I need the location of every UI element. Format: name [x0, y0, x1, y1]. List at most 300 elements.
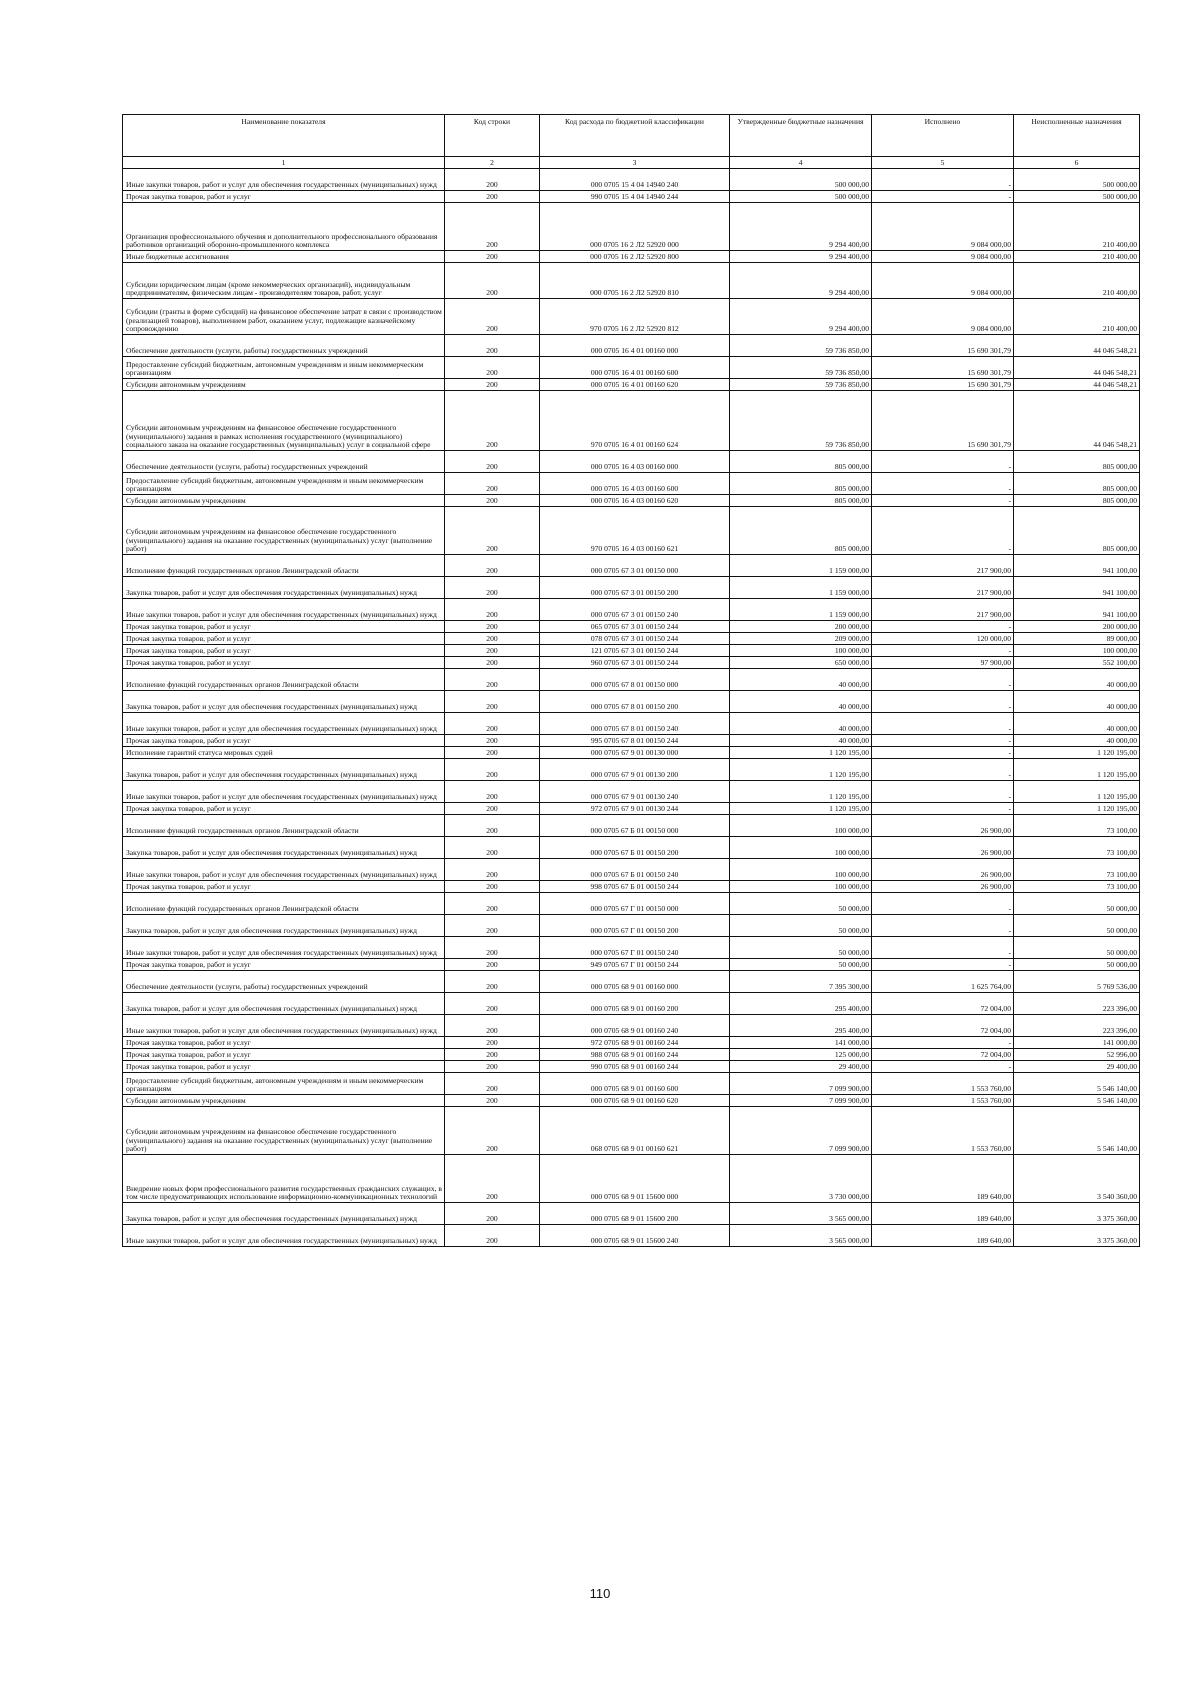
row-line-code: 200 [445, 577, 540, 599]
header-name: Наименование показателя [123, 115, 445, 157]
row-line-code: 200 [445, 747, 540, 759]
row-name: Иные закупки товаров, работ и услуг для обеспечения государственных (муниципальных) нужд [123, 1225, 445, 1247]
row-executed-amount: - [872, 645, 1014, 657]
table-row [123, 621, 1140, 633]
row-line-code: 200 [445, 759, 540, 781]
row-budget-code: 000 0705 16 4 01 00160 000 [540, 335, 730, 357]
row-name: Исполнение функций государственных органов Ленинградской области [123, 555, 445, 577]
row-unexecuted-amount: 44 046 548,21 [1014, 335, 1140, 357]
table-row [123, 633, 1140, 645]
row-line-code: 200 [445, 1049, 540, 1061]
row-unexecuted-amount: 805 000,00 [1014, 507, 1140, 555]
row-unexecuted-amount: 500 000,00 [1014, 169, 1140, 191]
table-row [123, 507, 1140, 555]
row-approved-amount: 1 120 195,00 [730, 759, 872, 781]
row-approved-amount: 9 294 400,00 [730, 203, 872, 251]
row-budget-code: 000 0705 67 Б 01 00150 240 [540, 859, 730, 881]
row-name: Прочая закупка товаров, работ и услуг [123, 621, 445, 633]
row-name: Прочая закупка товаров, работ и услуг [123, 1037, 445, 1049]
row-unexecuted-amount: 50 000,00 [1014, 893, 1140, 915]
row-executed-amount: - [872, 495, 1014, 507]
row-line-code: 200 [445, 1095, 540, 1107]
row-approved-amount: 1 120 195,00 [730, 781, 872, 803]
row-budget-code: 972 0705 67 9 01 00130 244 [540, 803, 730, 815]
row-executed-amount: 1 553 760,00 [872, 1095, 1014, 1107]
column-number: 6 [1014, 157, 1140, 169]
row-budget-code: 000 0705 68 9 01 00160 620 [540, 1095, 730, 1107]
row-name: Обеспечение деятельности (услуги, работы) государственных учреждений [123, 335, 445, 357]
row-executed-amount: 189 640,00 [872, 1155, 1014, 1203]
row-line-code: 200 [445, 859, 540, 881]
row-unexecuted-amount: 73 100,00 [1014, 815, 1140, 837]
table-row [123, 473, 1140, 495]
row-unexecuted-amount: 805 000,00 [1014, 473, 1140, 495]
row-approved-amount: 7 395 300,00 [730, 971, 872, 993]
row-executed-amount: 1 625 764,00 [872, 971, 1014, 993]
row-approved-amount: 100 000,00 [730, 645, 872, 657]
row-budget-code: 000 0705 16 4 03 00160 000 [540, 451, 730, 473]
row-name: Субсидии автономным учреждениям [123, 495, 445, 507]
row-unexecuted-amount: 1 120 195,00 [1014, 803, 1140, 815]
table-row [123, 803, 1140, 815]
row-name: Обеспечение деятельности (услуги, работы) государственных учреждений [123, 971, 445, 993]
row-unexecuted-amount: 50 000,00 [1014, 937, 1140, 959]
row-budget-code: 068 0705 68 9 01 00160 621 [540, 1107, 730, 1155]
row-executed-amount: 9 084 000,00 [872, 263, 1014, 299]
row-executed-amount: - [872, 1037, 1014, 1049]
row-budget-code: 121 0705 67 3 01 00150 244 [540, 645, 730, 657]
row-executed-amount: - [872, 747, 1014, 759]
row-approved-amount: 7 099 900,00 [730, 1073, 872, 1095]
row-unexecuted-amount: 44 046 548,21 [1014, 379, 1140, 391]
table-row [123, 937, 1140, 959]
row-budget-code: 000 0705 16 4 03 00160 600 [540, 473, 730, 495]
table-row [123, 191, 1140, 203]
row-budget-code: 000 0705 68 9 01 00160 240 [540, 1015, 730, 1037]
table-row [123, 657, 1140, 669]
row-budget-code: 000 0705 68 9 01 15600 200 [540, 1203, 730, 1225]
row-approved-amount: 40 000,00 [730, 669, 872, 691]
row-executed-amount: - [872, 451, 1014, 473]
row-unexecuted-amount: 141 000,00 [1014, 1037, 1140, 1049]
table-row [123, 299, 1140, 335]
row-line-code: 200 [445, 1155, 540, 1203]
row-line-code: 200 [445, 507, 540, 555]
row-executed-amount: - [872, 915, 1014, 937]
row-budget-code: 000 0705 16 2 Л2 52920 000 [540, 203, 730, 251]
row-executed-amount: - [872, 169, 1014, 191]
row-approved-amount: 100 000,00 [730, 837, 872, 859]
row-line-code: 200 [445, 893, 540, 915]
row-name: Предоставление субсидий бюджетным, автономным учреждениям и иным некоммерческим организациям [123, 1073, 445, 1095]
row-name: Иные закупки товаров, работ и услуг для обеспечения государственных (муниципальных) нужд [123, 1015, 445, 1037]
row-approved-amount: 805 000,00 [730, 451, 872, 473]
row-name: Предоставление субсидий бюджетным, автономным учреждениям и иным некоммерческим организациям [123, 473, 445, 495]
table-row [123, 203, 1140, 251]
table-row [123, 555, 1140, 577]
row-executed-amount: - [872, 691, 1014, 713]
row-approved-amount: 100 000,00 [730, 881, 872, 893]
row-executed-amount: - [872, 621, 1014, 633]
column-number: 3 [540, 157, 730, 169]
row-budget-code: 000 0705 67 3 01 00150 200 [540, 577, 730, 599]
row-line-code: 200 [445, 251, 540, 263]
table-row [123, 1095, 1140, 1107]
row-executed-amount: 72 004,00 [872, 1015, 1014, 1037]
row-name: Прочая закупка товаров, работ и услуг [123, 959, 445, 971]
row-executed-amount: - [872, 759, 1014, 781]
row-line-code: 200 [445, 781, 540, 803]
row-budget-code: 970 0705 16 4 03 00160 621 [540, 507, 730, 555]
row-executed-amount: - [872, 803, 1014, 815]
row-unexecuted-amount: 210 400,00 [1014, 203, 1140, 251]
row-line-code: 200 [445, 379, 540, 391]
table-row [123, 1155, 1140, 1203]
row-budget-code: 970 0705 16 2 Л2 52920 812 [540, 299, 730, 335]
row-line-code: 200 [445, 669, 540, 691]
row-line-code: 200 [445, 495, 540, 507]
row-unexecuted-amount: 941 100,00 [1014, 577, 1140, 599]
row-approved-amount: 100 000,00 [730, 859, 872, 881]
table-row [123, 735, 1140, 747]
row-name: Иные закупки товаров, работ и услуг для обеспечения государственных (муниципальных) нужд [123, 713, 445, 735]
row-approved-amount: 209 000,00 [730, 633, 872, 645]
row-unexecuted-amount: 210 400,00 [1014, 299, 1140, 335]
row-budget-code: 000 0705 16 2 Л2 52920 810 [540, 263, 730, 299]
row-unexecuted-amount: 200 000,00 [1014, 621, 1140, 633]
row-budget-code: 000 0705 67 9 01 00130 200 [540, 759, 730, 781]
row-budget-code: 000 0705 67 Г 01 00150 240 [540, 937, 730, 959]
row-approved-amount: 3 565 000,00 [730, 1225, 872, 1247]
table-row [123, 1107, 1140, 1155]
row-approved-amount: 50 000,00 [730, 915, 872, 937]
table-row [123, 1061, 1140, 1073]
table-row [123, 251, 1140, 263]
row-executed-amount: 15 690 301,79 [872, 335, 1014, 357]
row-name: Прочая закупка товаров, работ и услуг [123, 1049, 445, 1061]
row-name: Иные закупки товаров, работ и услуг для обеспечения государственных (муниципальных) нужд [123, 781, 445, 803]
row-name: Иные закупки товаров, работ и услуг для обеспечения государственных (муниципальных) нужд [123, 937, 445, 959]
table-row [123, 391, 1140, 451]
row-executed-amount: 26 900,00 [872, 815, 1014, 837]
row-budget-code: 000 0705 68 9 01 00160 200 [540, 993, 730, 1015]
row-executed-amount: 9 084 000,00 [872, 203, 1014, 251]
row-line-code: 200 [445, 1107, 540, 1155]
row-name: Субсидии автономным учреждениям на финансовое обеспечение государственного (муниципального) задания на оказание государственных (муниципальных) услуг (выполнение работ) [123, 1107, 445, 1155]
row-unexecuted-amount: 29 400,00 [1014, 1061, 1140, 1073]
row-budget-code: 000 0705 16 4 01 00160 620 [540, 379, 730, 391]
row-approved-amount: 125 000,00 [730, 1049, 872, 1061]
table-row [123, 815, 1140, 837]
table-row [123, 451, 1140, 473]
row-executed-amount: 15 690 301,79 [872, 357, 1014, 379]
row-unexecuted-amount: 210 400,00 [1014, 251, 1140, 263]
row-approved-amount: 100 000,00 [730, 815, 872, 837]
table-row [123, 881, 1140, 893]
row-budget-code: 000 0705 67 8 01 00150 240 [540, 713, 730, 735]
row-line-code: 200 [445, 1015, 540, 1037]
table-row [123, 837, 1140, 859]
row-unexecuted-amount: 40 000,00 [1014, 735, 1140, 747]
row-approved-amount: 1 159 000,00 [730, 555, 872, 577]
row-budget-code: 000 0705 16 2 Л2 52920 800 [540, 251, 730, 263]
row-approved-amount: 805 000,00 [730, 495, 872, 507]
row-line-code: 200 [445, 645, 540, 657]
row-unexecuted-amount: 50 000,00 [1014, 915, 1140, 937]
row-executed-amount: - [872, 191, 1014, 203]
row-line-code: 200 [445, 713, 540, 735]
header-approved: Утвержденные бюджетные назначения [730, 115, 872, 157]
row-line-code: 200 [445, 735, 540, 747]
row-approved-amount: 40 000,00 [730, 713, 872, 735]
table-row [123, 357, 1140, 379]
row-name: Закупка товаров, работ и услуг для обеспечения государственных (муниципальных) нужд [123, 577, 445, 599]
row-unexecuted-amount: 5 546 140,00 [1014, 1107, 1140, 1155]
row-unexecuted-amount: 40 000,00 [1014, 713, 1140, 735]
row-executed-amount: - [872, 713, 1014, 735]
table-row [123, 1037, 1140, 1049]
row-name: Исполнение функций государственных органов Ленинградской области [123, 669, 445, 691]
row-name: Закупка товаров, работ и услуг для обеспечения государственных (муниципальных) нужд [123, 1203, 445, 1225]
table-row [123, 915, 1140, 937]
row-line-code: 200 [445, 263, 540, 299]
row-name: Обеспечение деятельности (услуги, работы) государственных учреждений [123, 451, 445, 473]
row-executed-amount: 217 900,00 [872, 599, 1014, 621]
table-row [123, 1225, 1140, 1247]
table-row [123, 859, 1140, 881]
row-name: Закупка товаров, работ и услуг для обеспечения государственных (муниципальных) нужд [123, 915, 445, 937]
row-unexecuted-amount: 941 100,00 [1014, 555, 1140, 577]
row-executed-amount: 15 690 301,79 [872, 391, 1014, 451]
row-name: Субсидии автономным учреждениям [123, 379, 445, 391]
row-budget-code: 000 0705 67 3 01 00150 240 [540, 599, 730, 621]
row-line-code: 200 [445, 803, 540, 815]
row-approved-amount: 9 294 400,00 [730, 299, 872, 335]
row-name: Иные закупки товаров, работ и услуг для обеспечения государственных (муниципальных) нужд [123, 599, 445, 621]
row-budget-code: 000 0705 67 8 01 00150 200 [540, 691, 730, 713]
row-line-code: 200 [445, 1225, 540, 1247]
row-name: Закупка товаров, работ и услуг для обеспечения государственных (муниципальных) нужд [123, 993, 445, 1015]
row-approved-amount: 7 099 900,00 [730, 1107, 872, 1155]
table-row [123, 379, 1140, 391]
column-number: 1 [123, 157, 445, 169]
row-name: Внедрение новых форм профессионального развития государственных гражданских служащих, в том числе предусматривающих использование информационно-коммуникационных технологий [123, 1155, 445, 1203]
row-name: Закупка товаров, работ и услуг для обеспечения государственных (муниципальных) нужд [123, 837, 445, 859]
row-executed-amount: 217 900,00 [872, 555, 1014, 577]
row-line-code: 200 [445, 633, 540, 645]
row-executed-amount: 120 000,00 [872, 633, 1014, 645]
row-budget-code: 990 0705 68 9 01 00160 244 [540, 1061, 730, 1073]
table-row [123, 599, 1140, 621]
row-approved-amount: 141 000,00 [730, 1037, 872, 1049]
row-approved-amount: 9 294 400,00 [730, 263, 872, 299]
row-unexecuted-amount: 44 046 548,21 [1014, 357, 1140, 379]
row-approved-amount: 59 736 850,00 [730, 357, 872, 379]
table-body [123, 169, 1140, 1247]
row-approved-amount: 500 000,00 [730, 169, 872, 191]
row-approved-amount: 40 000,00 [730, 735, 872, 747]
row-budget-code: 949 0705 67 Г 01 00150 244 [540, 959, 730, 971]
table-row [123, 893, 1140, 915]
page-number: 110 [589, 1586, 611, 1601]
row-executed-amount: 9 084 000,00 [872, 251, 1014, 263]
row-line-code: 200 [445, 837, 540, 859]
row-name: Прочая закупка товаров, работ и услуг [123, 633, 445, 645]
row-executed-amount: 26 900,00 [872, 881, 1014, 893]
row-approved-amount: 59 736 850,00 [730, 379, 872, 391]
row-budget-code: 000 0705 16 4 03 00160 620 [540, 495, 730, 507]
row-budget-code: 970 0705 16 4 01 00160 624 [540, 391, 730, 451]
row-unexecuted-amount: 3 375 360,00 [1014, 1203, 1140, 1225]
row-executed-amount: - [872, 473, 1014, 495]
header-line-code: Код строки [445, 115, 540, 157]
row-approved-amount: 1 120 195,00 [730, 747, 872, 759]
row-unexecuted-amount: 3 540 360,00 [1014, 1155, 1140, 1203]
row-approved-amount: 1 159 000,00 [730, 599, 872, 621]
row-name: Субсидии автономным учреждениям [123, 1095, 445, 1107]
row-line-code: 200 [445, 555, 540, 577]
table-row [123, 1015, 1140, 1037]
row-unexecuted-amount: 210 400,00 [1014, 263, 1140, 299]
table-row [123, 781, 1140, 803]
row-executed-amount: 15 690 301,79 [872, 379, 1014, 391]
table-row [123, 713, 1140, 735]
row-executed-amount: - [872, 959, 1014, 971]
row-name: Закупка товаров, работ и услуг для обеспечения государственных (муниципальных) нужд [123, 759, 445, 781]
row-executed-amount: 1 553 760,00 [872, 1107, 1014, 1155]
row-unexecuted-amount: 73 100,00 [1014, 881, 1140, 893]
row-budget-code: 960 0705 67 3 01 00150 244 [540, 657, 730, 669]
row-line-code: 200 [445, 391, 540, 451]
row-line-code: 200 [445, 1061, 540, 1073]
row-budget-code: 000 0705 67 Г 01 00150 200 [540, 915, 730, 937]
row-line-code: 200 [445, 191, 540, 203]
table-row [123, 335, 1140, 357]
row-approved-amount: 29 400,00 [730, 1061, 872, 1073]
row-name: Прочая закупка товаров, работ и услуг [123, 191, 445, 203]
row-name: Прочая закупка товаров, работ и услуг [123, 803, 445, 815]
row-name: Прочая закупка товаров, работ и услуг [123, 1061, 445, 1073]
table-row [123, 169, 1140, 191]
row-line-code: 200 [445, 335, 540, 357]
row-name: Исполнение функций государственных органов Ленинградской области [123, 893, 445, 915]
row-approved-amount: 50 000,00 [730, 893, 872, 915]
row-budget-code: 000 0705 68 9 01 15600 240 [540, 1225, 730, 1247]
row-unexecuted-amount: 44 046 548,21 [1014, 391, 1140, 451]
row-unexecuted-amount: 223 396,00 [1014, 1015, 1140, 1037]
row-executed-amount: - [872, 507, 1014, 555]
column-number-row [123, 157, 1140, 169]
row-line-code: 200 [445, 599, 540, 621]
row-name: Иные бюджетные ассигнования [123, 251, 445, 263]
row-unexecuted-amount: 50 000,00 [1014, 959, 1140, 971]
row-executed-amount: - [872, 669, 1014, 691]
header-budget-code: Код расхода по бюджетной классификации [540, 115, 730, 157]
row-name: Закупка товаров, работ и услуг для обеспечения государственных (муниципальных) нужд [123, 691, 445, 713]
row-line-code: 200 [445, 1203, 540, 1225]
table-row [123, 577, 1140, 599]
row-approved-amount: 50 000,00 [730, 937, 872, 959]
column-number: 5 [872, 157, 1014, 169]
row-executed-amount: - [872, 781, 1014, 803]
row-budget-code: 000 0705 67 9 01 00130 240 [540, 781, 730, 803]
row-line-code: 200 [445, 657, 540, 669]
row-line-code: 200 [445, 691, 540, 713]
row-executed-amount: - [872, 937, 1014, 959]
budget-execution-table [122, 114, 1140, 1247]
row-name: Прочая закупка товаров, работ и услуг [123, 881, 445, 893]
table-row [123, 1203, 1140, 1225]
row-line-code: 200 [445, 959, 540, 971]
column-number: 4 [730, 157, 872, 169]
row-name: Организация профессионального обучения и дополнительного профессионального образования работников организаций оборонно-промышленного комплекса [123, 203, 445, 251]
table-row [123, 263, 1140, 299]
row-line-code: 200 [445, 473, 540, 495]
row-line-code: 200 [445, 971, 540, 993]
row-unexecuted-amount: 73 100,00 [1014, 837, 1140, 859]
row-line-code: 200 [445, 1037, 540, 1049]
row-executed-amount: 72 004,00 [872, 1049, 1014, 1061]
row-executed-amount: 9 084 000,00 [872, 299, 1014, 335]
table-row [123, 495, 1140, 507]
table-row [123, 669, 1140, 691]
header-executed: Исполнено [872, 115, 1014, 157]
row-executed-amount: 26 900,00 [872, 859, 1014, 881]
row-budget-code: 000 0705 67 3 01 00150 000 [540, 555, 730, 577]
row-unexecuted-amount: 5 769 536,00 [1014, 971, 1140, 993]
row-approved-amount: 1 120 195,00 [730, 803, 872, 815]
header-unexecuted: Неисполненные назначения [1014, 115, 1140, 157]
row-approved-amount: 3 565 000,00 [730, 1203, 872, 1225]
table-row [123, 1073, 1140, 1095]
row-budget-code: 000 0705 15 4 04 14940 240 [540, 169, 730, 191]
row-line-code: 200 [445, 357, 540, 379]
row-approved-amount: 9 294 400,00 [730, 251, 872, 263]
row-approved-amount: 59 736 850,00 [730, 335, 872, 357]
row-unexecuted-amount: 73 100,00 [1014, 859, 1140, 881]
row-approved-amount: 50 000,00 [730, 959, 872, 971]
table-row [123, 1049, 1140, 1061]
row-unexecuted-amount: 89 000,00 [1014, 633, 1140, 645]
row-budget-code: 000 0705 67 Г 01 00150 000 [540, 893, 730, 915]
row-approved-amount: 7 099 900,00 [730, 1095, 872, 1107]
row-approved-amount: 1 159 000,00 [730, 577, 872, 599]
row-budget-code: 972 0705 68 9 01 00160 244 [540, 1037, 730, 1049]
row-executed-amount: - [872, 1061, 1014, 1073]
row-executed-amount: 217 900,00 [872, 577, 1014, 599]
row-unexecuted-amount: 1 120 195,00 [1014, 781, 1140, 803]
row-unexecuted-amount: 3 375 360,00 [1014, 1225, 1140, 1247]
row-executed-amount: - [872, 893, 1014, 915]
row-executed-amount: 189 640,00 [872, 1225, 1014, 1247]
row-budget-code: 000 0705 16 4 01 00160 600 [540, 357, 730, 379]
row-executed-amount: 189 640,00 [872, 1203, 1014, 1225]
row-name: Субсидии юридическим лицам (кроме некоммерческих организаций), индивидуальным предпринимателям, физическим лицам - производителям товаров, работ, услуг [123, 263, 445, 299]
row-approved-amount: 805 000,00 [730, 507, 872, 555]
row-line-code: 200 [445, 451, 540, 473]
row-budget-code: 000 0705 67 Б 01 00150 200 [540, 837, 730, 859]
row-unexecuted-amount: 5 546 140,00 [1014, 1095, 1140, 1107]
row-line-code: 200 [445, 815, 540, 837]
table-row [123, 971, 1140, 993]
row-unexecuted-amount: 1 120 195,00 [1014, 747, 1140, 759]
row-unexecuted-amount: 1 120 195,00 [1014, 759, 1140, 781]
row-executed-amount: 26 900,00 [872, 837, 1014, 859]
row-unexecuted-amount: 552 100,00 [1014, 657, 1140, 669]
row-line-code: 200 [445, 915, 540, 937]
row-budget-code: 000 0705 67 9 01 00130 000 [540, 747, 730, 759]
row-unexecuted-amount: 40 000,00 [1014, 669, 1140, 691]
